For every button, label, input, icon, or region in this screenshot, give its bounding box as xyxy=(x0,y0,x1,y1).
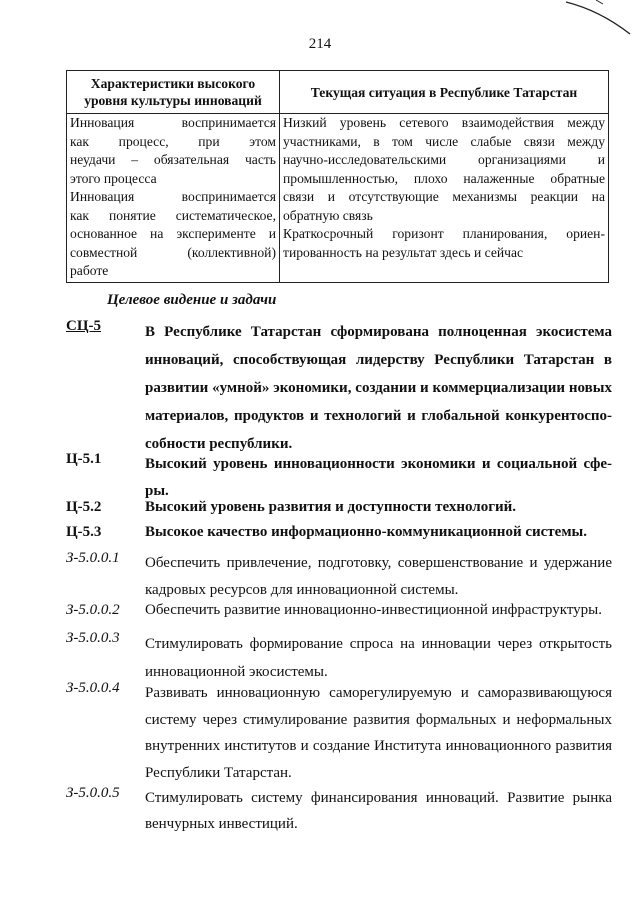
item-text xyxy=(145,499,612,516)
item-code: Ц-5.2 xyxy=(66,499,102,515)
item-line: инновационной экосистемы. xyxy=(145,664,328,680)
cell-line: как понятие систематическое, xyxy=(70,207,276,223)
item-line: Стимулировать систему финансирования инноваций. Развитие рынка xyxy=(145,790,612,806)
item-line: Обеспечить привлечение, подготовку, совершенствование и удержание xyxy=(145,555,612,571)
goal-item xyxy=(0,451,640,505)
table-row xyxy=(67,114,609,283)
cell-line: тированность на результат здесь и сейчас xyxy=(283,244,524,260)
item-code: З-5.0.0.2 xyxy=(66,602,120,618)
item-text xyxy=(145,550,612,604)
cell-line: Инновация воспринимается xyxy=(70,189,276,204)
item-line: ры. xyxy=(145,483,169,499)
header-line: Характеристики высокого xyxy=(90,76,256,91)
item-line: Республики Татарстан. xyxy=(145,764,292,781)
cell-line: участниками, в том числе слабые связи между xyxy=(283,133,605,149)
cell-line: основанное на эксперименте и xyxy=(70,226,276,241)
task-item xyxy=(0,785,640,839)
item-text xyxy=(145,318,612,458)
strategic-goal-item xyxy=(0,318,640,452)
cell-line: обратную связь xyxy=(283,207,373,223)
item-line: Развивать инновационную саморегулируемую и саморазвивающуюся xyxy=(145,685,612,701)
item-line: внутренних институтов и создание Института инновационного развития xyxy=(145,738,612,754)
task-item xyxy=(0,630,640,684)
item-code: Ц-5.1 xyxy=(66,451,102,467)
item-line: развитии «умной» экономики, создании и коммерциализации новых xyxy=(145,380,612,396)
item-text xyxy=(145,680,612,786)
cell-line: этого процесса xyxy=(70,170,157,186)
cell-line: работе xyxy=(70,263,109,278)
header-line: Текущая ситуация в Республике Татарстан xyxy=(310,84,578,100)
cell-line: Низкий уровень сетевого взаимодействия между xyxy=(283,115,605,130)
item-code: СЦ-5 xyxy=(66,318,101,334)
item-line: Высокое качество информационно-коммуникационной системы. xyxy=(145,524,587,540)
cell-line: научно-исследовательскими организациями и xyxy=(283,152,605,167)
comparison-table xyxy=(66,70,609,283)
task-item xyxy=(0,550,640,604)
task-item xyxy=(0,680,640,788)
table-cell-characteristics xyxy=(67,114,280,283)
cell-line: как процесс, при этом xyxy=(70,133,276,149)
cell-line: промышленностью, плохо налаженные обратные xyxy=(283,170,605,186)
table-header-characteristics xyxy=(67,71,280,114)
item-text xyxy=(145,451,612,505)
item-line: кадровых ресурсов для инновационной системы. xyxy=(145,582,459,598)
item-text xyxy=(145,524,612,541)
item-text xyxy=(145,602,612,619)
item-code: З-5.0.0.5 xyxy=(66,785,120,801)
item-line: собности республики. xyxy=(145,436,293,452)
item-code: З-5.0.0.3 xyxy=(66,630,120,646)
goal-item xyxy=(0,524,640,546)
table-header-current-situation xyxy=(280,71,609,114)
item-text xyxy=(145,785,612,837)
item-line: материалов, продуктов и технологий и глобальной конкурентоспо- xyxy=(145,408,612,424)
table-cell-current-situation xyxy=(280,114,609,283)
item-text xyxy=(145,630,612,686)
table-header-row xyxy=(67,71,609,114)
section-title: Целевое видение и задачи xyxy=(107,292,277,308)
task-item xyxy=(0,602,640,624)
item-code: Ц-5.3 xyxy=(66,524,102,540)
cell-line: совместной (коллективной) xyxy=(70,244,276,260)
cell-line: неудачи – обязательная часть xyxy=(70,152,276,167)
cell-line: Инновация воспринимается xyxy=(70,115,276,130)
item-line: Стимулировать формирование спроса на инновации через открытость xyxy=(145,636,612,652)
item-line: Высокий уровень развития и доступности технологий. xyxy=(145,499,517,515)
page-number: 214 xyxy=(308,36,332,52)
item-line: инноваций, способствующая лидерству Республики Татарстан в xyxy=(145,352,612,368)
item-code: З-5.0.0.1 xyxy=(66,550,120,566)
item-line: венчурных инвестиций. xyxy=(145,816,298,832)
cell-line: связи и отсутствующие механизмы реакции на xyxy=(283,189,605,204)
goal-item xyxy=(0,499,640,521)
item-line: систему через стимулирование развития формальных и неформальных xyxy=(145,711,612,728)
item-line: Обеспечить развитие инновационно-инвестиционной инфраструктуры. xyxy=(145,602,603,618)
cell-line: Краткосрочный горизонт планирования, ориен- xyxy=(283,226,605,241)
item-line: В Республике Татарстан сформирована полноценная экосистема xyxy=(145,324,612,340)
item-line: Высокий уровень инновационности экономики и социальной сфе- xyxy=(145,456,612,472)
item-code: З-5.0.0.4 xyxy=(66,680,120,696)
header-line: уровня культуры инноваций xyxy=(84,93,262,108)
